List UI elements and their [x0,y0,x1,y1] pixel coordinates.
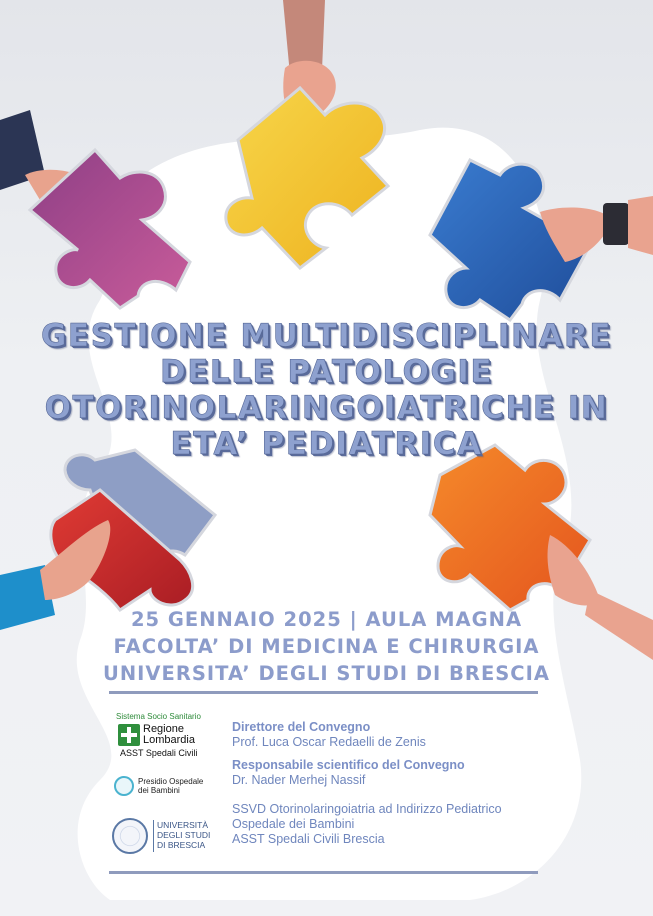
wristwatch [603,203,629,245]
university-line-3: DI BRESCIA [157,840,206,850]
organizers-info [232,720,562,847]
event-university: UNIVERSITA’ DEGLI STUDI DI BRESCIA [103,662,550,685]
university-seal-icon [112,818,148,854]
scientific-name: Dr. Nader Merhej Nassif [232,773,366,787]
regione-lombardia-logo-icon [118,724,140,746]
director-block [232,720,562,750]
presidio-line-1: Presidio Ospedale [138,777,204,786]
organization-block [232,802,562,847]
director-name: Prof. Luca Oscar Redaelli de Zenis [232,735,426,749]
poster-title [0,318,653,462]
university-line-1: UNIVERSITÀ [157,820,209,830]
organization-line-3: ASST Spedali Civili Brescia [232,832,385,846]
title-line: OTORINOLARINGOIATRICHE IN [44,390,609,426]
event-faculty: FACOLTA’ DI MEDICINA E CHIRURGIA [113,635,540,658]
university-line-2: DEGLI STUDI [157,830,211,840]
divider-bottom [109,871,538,874]
university-name [157,820,210,850]
logos-column [110,712,222,862]
event-date-venue: 25 GENNAIO 2025 | AULA MAGNA [130,608,523,631]
divider-top [109,691,538,694]
organization-line-2: Ospedale dei Bambini [232,817,355,831]
director-label: Direttore del Convegno [232,720,371,734]
scientific-label: Responsabile scientifico del Convegno [232,758,465,772]
event-details [0,606,653,687]
regione-name-line-2: Lombardia [143,734,195,746]
organization-line-1: SSVD Otorinolaringoiatria ad Indirizzo Pediatrico [232,802,502,816]
regione-lombardia-tagline: Sistema Socio Sanitario [116,712,201,721]
regione-name-line-1: Regione [143,723,184,735]
regione-lombardia-name [143,724,195,746]
presidio-line-2: dei Bambini [138,786,180,795]
presidio-ospedale-name [138,777,203,795]
title-line: ETA’ PEDIATRICA [170,426,483,462]
presidio-ospedale-logo-icon [114,776,134,796]
scientific-block [232,758,562,788]
asst-spedali-civili-label: ASST Spedali Civili [120,748,198,758]
title-line: DELLE PATOLOGIE [160,354,493,390]
title-line: GESTIONE MULTIDISCIPLINARE [40,318,613,354]
right-arm [628,196,653,255]
university-logo-divider [153,820,154,852]
